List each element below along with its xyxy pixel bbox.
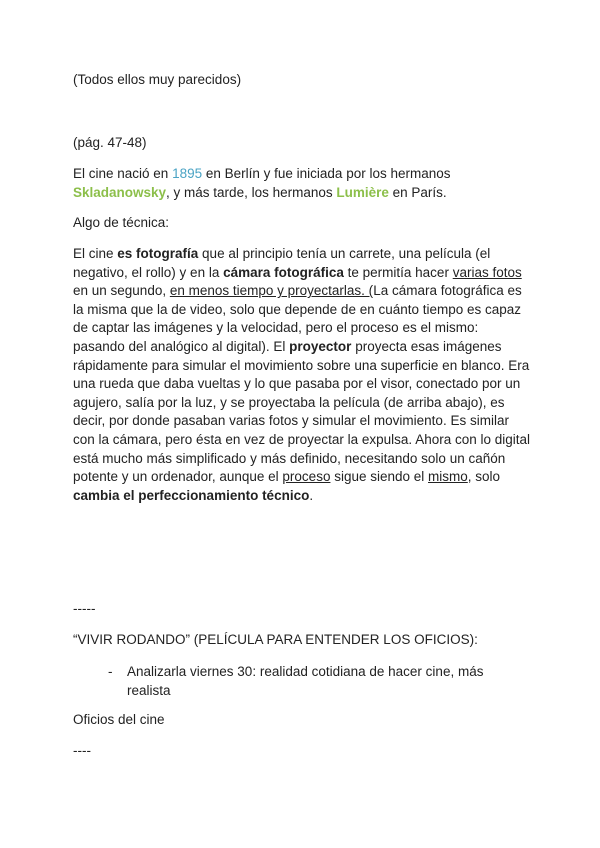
bullet-item: Analizarla viernes 30: realidad cotidiana de hacer cine, más realista bbox=[127, 664, 484, 698]
divider-dashes-2: ---- bbox=[73, 743, 91, 758]
vivir-rodando-heading: “VIVIR RODANDO” (PELÍCULA PARA ENTENDER LOS OFICIOS): bbox=[73, 632, 478, 647]
tech-heading: Algo de técnica: bbox=[73, 215, 170, 230]
lumiere-name: Lumière bbox=[336, 184, 389, 200]
tech-paragraph: El cine es fotografía que al principio tenía un carrete, una película (el negativo, el rollo) y en la cámara fotográfica te permitía hacer varias fotos en un segundo, en menos tiempo y proyectarlas. (La cámara fotográfica es la misma que la de video, solo que depende de en cuánto tiempo es capaz de captar las imágenes y la velocidad, pero el proceso es el mismo: pasando del analógico al digital). El proyector proyecta esas imágenes rápidamente para simular el movimiento sobre una superficie en blanco. Era una rueda que daba vueltas y lo que pasaba por el visor, conectado por un agujero, salía por la luz, y se proyectaba la película (de arriba abajo), es decir, por donde pasaban varias fotos y simular el movimiento. Es similar con la cámara, pero ésta en vez de proyectar la expulsa. Ahora con lo digital está mucho más simplificado y más definido, necesitando solo un cañón potente y un ordenador, aunque el proceso sigue siendo el mismo, solo cambia el perfeccionamiento técnico. bbox=[73, 246, 531, 503]
skladanowsky-name: Skladanowsky bbox=[73, 184, 167, 200]
history-paragraph: El cine nació en 1895 en Berlín y fue iniciada por los hermanos Skladanowsky, y más tarde, los hermanos Lumière en París. bbox=[73, 166, 451, 200]
bullet-marker: - bbox=[108, 664, 113, 679]
year-1895: 1895 bbox=[172, 166, 203, 181]
page-reference: (pág. 47-48) bbox=[73, 135, 147, 150]
note-parecidos: (Todos ellos muy parecidos) bbox=[73, 72, 242, 87]
divider-dashes: ----- bbox=[73, 601, 96, 616]
oficios-heading: Oficios del cine bbox=[73, 712, 165, 727]
